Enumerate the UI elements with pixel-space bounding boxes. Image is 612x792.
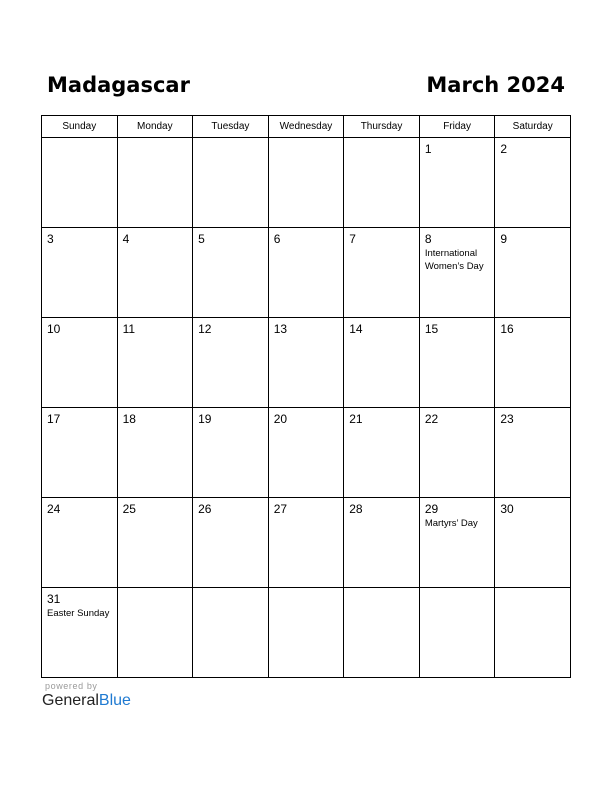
day-number: 10 xyxy=(47,322,61,336)
day-number: 18 xyxy=(122,412,136,426)
weekday-saturday: Saturday xyxy=(495,116,571,138)
day-cell xyxy=(117,408,193,498)
weekday-header-row xyxy=(42,116,571,138)
day-cell xyxy=(495,498,571,588)
day-number: 2 xyxy=(500,142,508,156)
day-cell xyxy=(495,228,571,318)
day-cell xyxy=(268,318,344,408)
day-number: 8 xyxy=(424,232,432,246)
day-cell xyxy=(344,498,420,588)
empty-day-cell xyxy=(344,138,420,228)
day-number: 5 xyxy=(198,232,205,246)
empty-day-cell xyxy=(193,138,269,228)
holiday-label: International Women’s Day xyxy=(424,248,484,272)
week-row xyxy=(42,318,571,408)
day-cell xyxy=(42,318,118,408)
day-number: 12 xyxy=(198,322,212,336)
day-cell xyxy=(268,228,344,318)
day-cell xyxy=(42,588,118,678)
calendar-header xyxy=(47,70,565,100)
day-cell xyxy=(419,318,495,408)
day-number: 24 xyxy=(47,502,61,516)
day-cell xyxy=(419,138,495,228)
day-number: 19 xyxy=(198,412,212,426)
day-number: 15 xyxy=(424,322,439,336)
weekday-sunday: Sunday xyxy=(42,116,118,138)
brand-general-text: General xyxy=(42,692,99,709)
footer-branding xyxy=(42,681,131,710)
day-cell xyxy=(419,228,495,318)
day-cell xyxy=(193,498,269,588)
day-cell xyxy=(193,228,269,318)
day-number: 1 xyxy=(424,142,432,156)
day-cell xyxy=(268,498,344,588)
empty-day-cell xyxy=(117,138,193,228)
weekday-monday: Monday xyxy=(117,116,193,138)
day-number: 3 xyxy=(47,232,54,246)
week-row xyxy=(42,408,571,498)
empty-day-cell xyxy=(268,588,344,678)
day-number: 31 xyxy=(47,592,61,606)
day-number: 7 xyxy=(349,232,356,246)
day-number: 25 xyxy=(122,502,136,516)
powered-by-label: powered by xyxy=(45,681,98,691)
day-number: 30 xyxy=(500,502,514,516)
day-number: 6 xyxy=(273,232,281,246)
day-cell xyxy=(117,318,193,408)
day-cell xyxy=(193,408,269,498)
day-number: 26 xyxy=(198,502,212,516)
day-cell xyxy=(344,318,420,408)
empty-day-cell xyxy=(193,588,269,678)
day-number: 11 xyxy=(122,322,136,336)
empty-day-cell xyxy=(419,588,495,678)
day-cell xyxy=(268,408,344,498)
day-cell xyxy=(495,318,571,408)
day-cell xyxy=(117,228,193,318)
day-number: 4 xyxy=(122,232,130,246)
day-number: 16 xyxy=(500,322,514,336)
day-cell xyxy=(419,408,495,498)
weekday-thursday: Thursday xyxy=(344,116,420,138)
day-number: 28 xyxy=(349,502,363,516)
generalblue-logo[interactable] xyxy=(42,692,131,710)
brand-blue-text: Blue xyxy=(98,692,131,709)
week-row xyxy=(42,588,571,678)
day-number: 14 xyxy=(349,322,363,336)
country-title: Madagascar xyxy=(47,73,190,97)
day-cell xyxy=(42,228,118,318)
empty-day-cell xyxy=(344,588,420,678)
empty-day-cell xyxy=(42,138,118,228)
day-cell xyxy=(495,138,571,228)
week-row xyxy=(42,498,571,588)
day-number: 22 xyxy=(424,412,439,426)
holiday-label: Easter Sunday xyxy=(47,608,110,619)
day-number: 21 xyxy=(349,412,363,426)
day-cell xyxy=(193,318,269,408)
weekday-tuesday: Tuesday xyxy=(193,116,269,138)
day-number: 23 xyxy=(500,412,514,426)
month-title: March 2024 xyxy=(426,73,565,97)
week-row xyxy=(42,138,571,228)
day-cell xyxy=(495,408,571,498)
day-number: 13 xyxy=(273,322,288,336)
day-cell xyxy=(42,498,118,588)
empty-day-cell xyxy=(117,588,193,678)
empty-day-cell xyxy=(268,138,344,228)
day-cell xyxy=(419,498,495,588)
day-cell xyxy=(344,408,420,498)
day-number: 29 xyxy=(424,502,439,516)
month-calendar-grid xyxy=(41,115,571,678)
day-cell xyxy=(344,228,420,318)
day-number: 9 xyxy=(500,232,508,246)
day-cell xyxy=(42,408,118,498)
holiday-label: Martyrs’ Day xyxy=(424,518,478,529)
day-cell xyxy=(117,498,193,588)
weekday-wednesday: Wednesday xyxy=(268,116,344,138)
empty-day-cell xyxy=(495,588,571,678)
day-number: 17 xyxy=(47,412,61,426)
weekday-friday: Friday xyxy=(419,116,495,138)
day-number: 27 xyxy=(273,502,288,516)
week-row xyxy=(42,228,571,318)
day-number: 20 xyxy=(273,412,288,426)
